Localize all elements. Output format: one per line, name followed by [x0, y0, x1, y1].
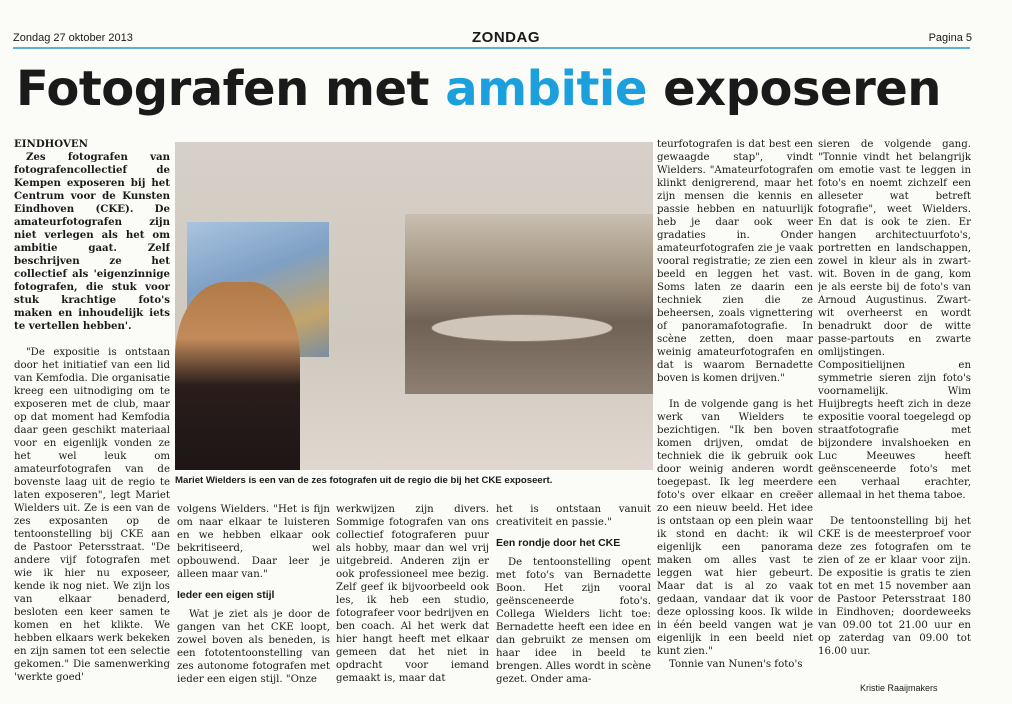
column-4-bottom: [496, 503, 651, 698]
body-paragraph: sieren de volgende gang. "Tonnie vindt het belangrijk om emotie vast te leggen in foto's en noemt zichzelf een alleseter wat betreft fotografie", weet Wielders. En dat is ook te zien. Er hangen architectuurfoto's, portretten en landschappen, zowel in kleur als in zwart-wit. Boven in de gang, kom je als eerste bij de foto's van Arnoud Augustinus. Zwart-wit overheerst en wordt benadrukt door de witte passe-partouts en zwarte omlijstingen. Compositielijnen en symmetrie sieren zijn foto's voornamelijk. Wim Huijbregts heeft zich in deze expositie vooral toegelegd op straatfotografie met bijzondere invalshoeken en Luc Meeuwes heeft geënsceneerde foto's met een verhaal erachter, allemaal in het thema taboe.: [818, 139, 971, 501]
headline-highlight: ambitie: [445, 61, 647, 117]
body-paragraph: het is ontstaan vanuit creativiteit en passie.": [496, 504, 651, 528]
author-byline: Kristie Raaijmakers: [860, 683, 938, 693]
page-header: [0, 0, 1012, 50]
column-3: [336, 503, 489, 698]
body-paragraph: Wat je ziet als je door de gangen van het CKE loopt, zowel boven als beneden, is een fototentoonstelling van zes autonome fotografen met ieder een eigen stijl. "Onze: [177, 609, 330, 685]
column-2: [177, 503, 330, 698]
body-paragraph: In de volgende gang is het werk van Wielders te bezichtigen. "Ik ben boven komen drijven, omdat de techniek die ik gebruik ook door weinig anderen wordt toegepast. Ik leg meerdere foto's over elkaar en creëer zo een nieuw beeld. Het idee is ontstaan op een plein waar ik stond en dacht: ik wil eigenlijk een panorama maken om alles vast te leggen wat hier gebeurt. Maar dat is al zo vaak gedaan, vandaar dat ik voor deze oplossing koos. Ik wilde in één beeld vangen wat je eigenlijk in een beeld niet kunt zien.": [657, 399, 813, 657]
page-number: Pagina 5: [928, 32, 972, 44]
body-paragraph: Tonnie van Nunen's foto's: [669, 659, 803, 670]
headline-part2: exposeren: [646, 61, 941, 117]
subheading: Een rondje door het CKE: [496, 537, 621, 549]
body-paragraph: "De expositie is ontstaan door het initiatief van een lid van Kemfodia. Die organisatie kreeg een uitnodiging om te exposeren met de club, maar op dat moment had Kemfodia daar geen geschikt materiaal voor en eigenlijk vonden ze het wel leuk om amateurfotografen van de bovenste laag uit de regio te laten exposeren", legt Mariet Wielders uit. Ze is een van de zes exposanten op de tentoonstelling bij CKE aan de Pastoor Petersstraat. "De andere vijf fotografen met wie ik hier nu exposeer, kende ik nog niet. We zijn los van elkaar benaderd, besloten een keer samen te komen en het klikte. We hebben elkaars werk bekeken en zijn samen tot een selectie gekomen." Die samenwerking 'werkte goed': [14, 347, 170, 683]
headline-part1: Fotografen met: [16, 61, 446, 117]
intro-paragraph: Zes fotografen van fotografencollectief de Kempen exposeren bij het Centrum voor de Kunsten Eindhoven (CKE). De amateurfotografen zijn niet verlegen als het om ambitie gaat. Zelf beschrijven ze het collectief als 'eigenzinnige fotografen, die stuk voor stuk krachtige foto's maken en inhoudelijk iets te vertellen hebben'.: [14, 151, 170, 332]
section-title: ZONDAG: [472, 29, 540, 46]
issue-date: Zondag 27 oktober 2013: [13, 32, 133, 44]
photographer-figure: [175, 282, 300, 470]
body-paragraph: teurfotografen is dat best een gewaagde stap", vindt Wielders. "Amateurfotografen klinkt denigrerend, maar het zijn mensen die kennis en passie hebben en natuurlijk heb je daar ook weer gradaties in. Onder amateurfotografen zie je vaak vooral registratie; ze zien een beeld en leggen het vast. Soms laten ze daarin een techniek zien die ze beheersen, zoals vignettering of panoramafotografie. In scène zetten, doen maar weinig amateurfotografen en dat is waarom Bernadette boven is komen drijven.": [657, 139, 813, 384]
dateline: EINDHOVEN: [14, 138, 88, 150]
body-paragraph: werkwijzen zijn divers. Sommige fotografen van ons collectief fotograferen puur als hobby, maar dan wel vrij uitgebreid. Anderen zijn er ook professioneel mee bezig. Zelf geef ik bijvoorbeeld ook les, ik heb een studio, fotografeer voor bedrijven en ben coach. Al het werk dat hier hangt heeft met elkaar gemeen dat het niet in opdracht voor iemand gemaakt is, maar dat: [336, 504, 489, 684]
column-5: [818, 138, 971, 683]
photo-frame-right: [405, 214, 653, 394]
body-paragraph: De tentoonstelling opent met foto's van Bernadette Boon. Het zijn vooral geënsceneerde foto's. Collega Wielders licht toe: Bernadette heeft een idee en dan gebruikt ze mensen om haar idee in beeld te brengen. Alles wordt in scène gezet. Onder ama-: [496, 557, 651, 685]
column-4: [657, 138, 813, 698]
headline: [16, 54, 966, 124]
photo-caption: Mariet Wielders is een van de zes fotografen uit de regio die bij het CKE exposeert.: [175, 475, 553, 486]
body-paragraph: De tentoonstelling bij het CKE is de meesterproef voor deze zes fotografen om te zien of ze er klaar voor zijn. De expositie is gratis te zien tot en met 15 november aan de Pastoor Petersstraat 180 in Eindhoven; doordeweeks van 09.00 tot 21.00 uur en op zaterdag van 09.00 tot 16.00 uur.: [818, 516, 971, 657]
header-rule: [13, 47, 970, 49]
exhibition-photo: [175, 142, 653, 470]
subheading: Ieder een eigen stijl: [177, 589, 275, 601]
body-paragraph: volgens Wielders. "Het is fijn om naar elkaar te luisteren en we hebben elkaar ook bekritiseerd, wel opbouwend. Daar leer je alleen maar van.": [177, 504, 330, 580]
column-1: [14, 138, 170, 698]
